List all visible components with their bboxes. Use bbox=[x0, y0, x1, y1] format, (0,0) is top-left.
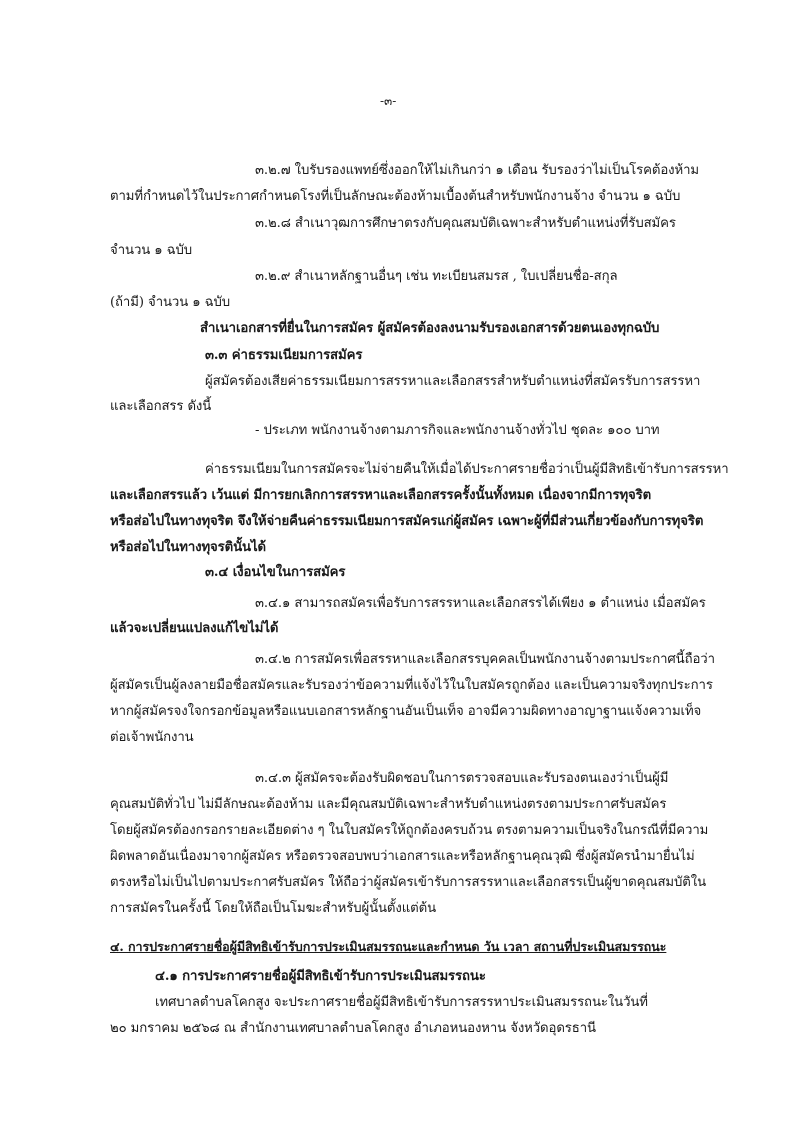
fee-line1: ผู้สมัครต้องเสียค่าธรรมเนียมการสรรหาและเลือกสรรสำหรับตำแหน่งที่สมัครรับการสรรหา bbox=[205, 374, 701, 389]
fee-refund-line3: หรือส่อไปในทางทุจริต จึงให้จ่ายคืนค่าธรรมเนียมการสมัครแก่ผู้สมัคร เฉพาะผู้ที่มีส่วนเกี่ยวข้องกับการทุจริต bbox=[110, 514, 704, 529]
conditions-heading: ๓.๔ เงื่อนไขในการสมัคร bbox=[205, 565, 346, 580]
condition-3-line2: คุณสมบัติทั่วไป ไม่มีลักษณะต้องห้าม และมีคุณสมบัติเฉพาะสำหรับตำแหน่งตรงตามประกาศรับสมัคร bbox=[110, 797, 667, 812]
condition-3-line4: ผิดพลาดอันเนื่องมาจากผู้สมัคร หรือตรวจสอบพบว่าเอกสารและหรือหลักฐานคุณวุฒิ ซึ่งผู้สมัครนำมายื่นไม่ bbox=[110, 849, 695, 864]
condition-2-line3: หากผู้สมัครจงใจกรอกข้อมูลหรือแนบเอกสารหลักฐานอันเป็นเท็จ อาจมีความผิดทางอาญาฐานแจ้งความเท็จ bbox=[110, 704, 702, 719]
fee-refund-line2: และเลือกสรรแล้ว เว้นแต่ มีการยกเลิกการสรรหาและเลือกสรรครั้งนั้นทั้งหมด เนื่องจากมีการทุจริต bbox=[110, 488, 652, 503]
copy-note: สำเนาเอกสารที่ยื่นในการสมัคร ผู้สมัครต้องลงนามรับรองเอกสารด้วยตนเองทุกฉบับ bbox=[200, 321, 660, 336]
condition-2-line1: ๓.๔.๒ การสมัครเพื่อสรรหาและเลือกสรรบุคคลเป็นพนักงานจ้างตามประกาศนี้ถือว่า bbox=[255, 652, 715, 667]
condition-3-line3: โดยผู้สมัครต้องกรอกรายละเอียดต่าง ๆ ในใบสมัครให้ถูกต้องครบถ้วน ตรงตามความเป็นจริงในกรณีที่มีความ bbox=[110, 823, 709, 838]
section-4-1-line2: ๒๐ มกราคม ๒๕๖๘ ณ สำนักงานเทศบาลตำบลโคกสูง อำเภอหนองหาน จังหวัดอุดรธานี bbox=[110, 1021, 596, 1036]
condition-3-line1: ๓.๔.๓ ผู้สมัครจะต้องรับผิดชอบในการตรวจสอบและรับรองตนเองว่าเป็นผู้มี bbox=[255, 771, 669, 786]
item-3-2-9-line1: ๓.๒.๙ สำเนาหลักฐานอื่นๆ เช่น ทะเบียนสมรส , ใบเปลี่ยนชื่อ-สกุล bbox=[255, 269, 618, 284]
section-4-1-line1: เทศบาลตำบลโคกสูง จะประกาศรายชื่อผู้มีสิทธิเข้ารับการสรรหาประเมินสมรรถนะในวันที่ bbox=[155, 995, 648, 1010]
condition-1-line1: ๓.๔.๑ สามารถสมัครเพื่อรับการสรรหาและเลือกสรรได้เพียง ๑ ตำแหน่ง เมื่อสมัคร bbox=[255, 596, 706, 611]
section-4-1-heading: ๔.๑ การประกาศรายชื่อผู้มีสิทธิเข้ารับการประเมินสมรรถนะ bbox=[155, 969, 486, 984]
item-3-2-9-line2: (ถ้ามี) จำนวน ๑ ฉบับ bbox=[110, 295, 231, 310]
condition-2-line2: ผู้สมัครเป็นผู้ลงลายมือชื่อสมัครและรับรองว่าข้อความที่แจ้งไว้ในใบสมัครถูกต้อง และเป็นความจริงทุกประการ bbox=[110, 678, 713, 693]
condition-1-line2: แล้วจะเปลี่ยนแปลงแก้ไขไม่ได้ bbox=[110, 621, 279, 636]
fee-line2: และเลือกสรร ดังนี้ bbox=[110, 399, 212, 414]
condition-3-line5: ตรงหรือไม่เป็นไปตามประกาศรับสมัคร ให้ถือว่าผู้สมัครเข้ารับการสรรหาและเลือกสรรเป็นผู้ขาดคุณสมบัติใน bbox=[110, 875, 707, 890]
fee-heading: ๓.๓ ค่าธรรมเนียมการสมัคร bbox=[205, 348, 363, 363]
fee-refund-line1: ค่าธรรมเนียมในการสมัครจะไม่จ่ายคืนให้เมื่อได้ประกาศรายชื่อว่าเป็นผู้มีสิทธิเข้ารับการสรรหา bbox=[205, 462, 729, 477]
page-number: -๓- bbox=[380, 94, 397, 108]
condition-2-line4: ต่อเจ้าพนักงาน bbox=[110, 730, 194, 745]
item-3-2-7-line1: ๓.๒.๗ ใบรับรองแพทย์ซึ่งออกให้ไม่เกินกว่า ๑ เดือน รับรองว่าไม่เป็นโรคต้องห้าม bbox=[255, 163, 699, 178]
item-3-2-8-line1: ๓.๒.๘ สำเนาวุฒการศึกษาตรงกับคุณสมบัติเฉพาะสำหรับตำแหน่งที่รับสมัคร bbox=[255, 216, 676, 231]
condition-3-line6: การสมัครในครั้งนี้ โดยให้ถือเป็นโมฆะสำหรับผู้นั้นตั้งแต่ต้น bbox=[110, 901, 436, 916]
fee-bullet: - ประเภท พนักงานจ้างตามภารกิจและพนักงานจ้างทั่วไป ชุดละ ๑๐๐ บาท bbox=[255, 423, 660, 438]
item-3-2-8-line2: จำนวน ๑ ฉบับ bbox=[110, 243, 193, 258]
section-4-heading: ๔. การประกาศรายชื่อผู้มีสิทธิเข้ารับการประเมินสมรรถนะและกำหนด วัน เวลา สถานที่ประเมินสมรรถนะ bbox=[110, 939, 667, 954]
item-3-2-7-line2: ตามที่กำหนดไว้ในประกาศกำหนดโรงที่เป็นลักษณะต้องห้ามเบื้องต้นสำหรับพนักงานจ้าง จำนวน ๑ ฉบับ bbox=[110, 189, 681, 204]
fee-refund-line4: หรือส่อไปในทางทุจรตินั้นได้ bbox=[110, 540, 266, 555]
